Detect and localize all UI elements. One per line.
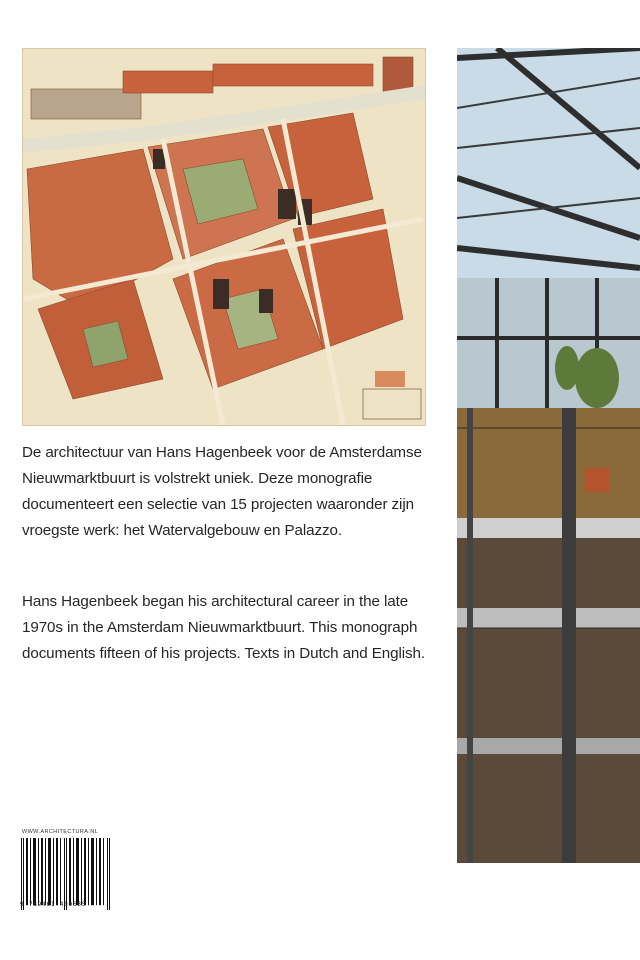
atrium-interior-photo <box>457 48 640 863</box>
dutch-paragraph: De architectuur van Hans Hagenbeek voor de Amsterdamse Nieuwmarktbuurt is volstrekt uniek. Deze monografie documenteert een selectie van 15 projecten waaronder zijn vroegste werk: het Watervalgebouw en Palazzo. <box>22 444 422 539</box>
publisher-url: WWW.ARCHITECTURA.NL <box>22 829 99 835</box>
isbn-barcode <box>21 838 111 910</box>
english-description <box>22 589 442 667</box>
aerial-map-drawing <box>22 48 426 426</box>
dutch-description <box>22 440 442 544</box>
english-paragraph: Hans Hagenbeek began his architectural career in the late 1970s in the Amsterdam Nieuwmarktbuurt. This monograph documents fifteen of his projects. Texts in Dutch and English. <box>22 593 425 662</box>
isbn-number: 9 789461 400635 <box>20 901 87 908</box>
